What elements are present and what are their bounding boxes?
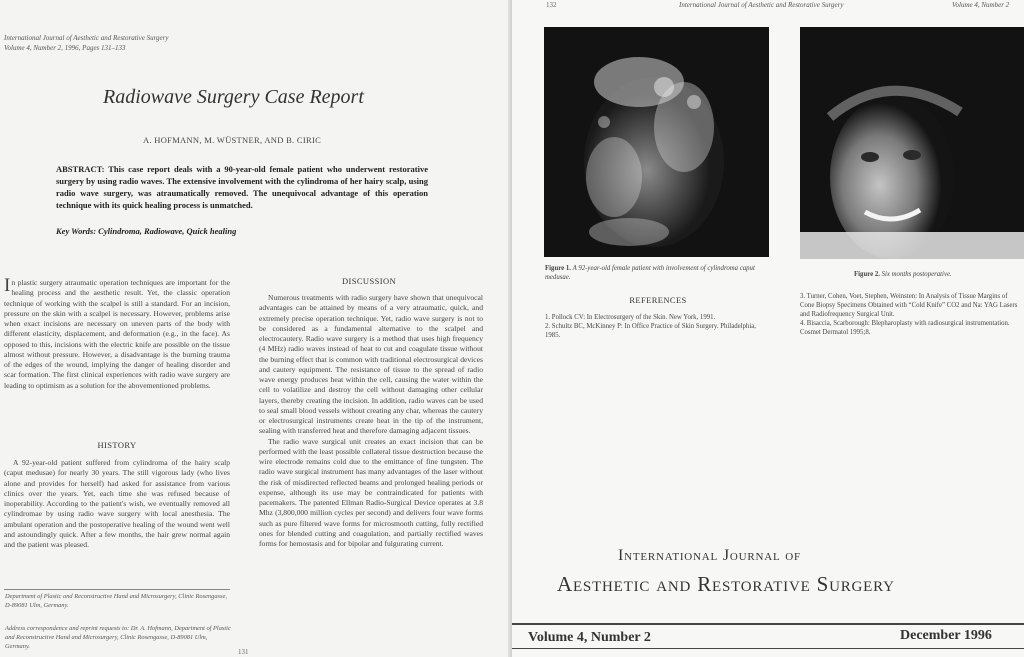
running-head: International Journal of Aesthetic and Restorative Surgery bbox=[679, 1, 844, 9]
discussion-paragraph-1: Numerous treatments with radio surgery have shown that unequivocal advantages can be attained by means of a very atraumatic, quick, and extremely precise operation technique. Yet, radio wave surgery is not to be considered as a fundamental alternative to the scalpel and electrocautery. Radio wave surgery is a method that uses high frequency (4 MHz) radio waves instead of heat to cut and coagulate tissue without the burning effect that is common with traditional electrosurgical devices and cautery equipment. The resistance of tissue to the spread of radio wave energy produces heat within the cell, causing the water within the cell to volatilize and destroy the cell without damaging other cellular layers, thereby creating the incision. In addition, radio waves can be used to seal small blood vessels without creating any char, whereas the cautery or electrosurgical instruments create heat in the tip of the instrument, sealing with transferred heat and therefore damaging adjacent tissues. bbox=[259, 293, 483, 436]
figure-1-label: Figure 1. bbox=[545, 265, 571, 272]
volume-number: Volume 4, Number 2 bbox=[528, 630, 651, 645]
figure-2-caption bbox=[854, 270, 952, 279]
journal-volume-line: Volume 4, Number 2, 1996, Pages 131–133 bbox=[4, 44, 126, 52]
banner-rule-top bbox=[512, 623, 1024, 625]
journal-name-line: International Journal of Aesthetic and Restorative Surgery bbox=[4, 34, 169, 42]
discussion-heading: DISCUSSION bbox=[341, 276, 397, 286]
running-head-volume: Volume 4, Number 2 bbox=[952, 1, 1010, 9]
right-page bbox=[512, 0, 1024, 657]
journal-banner-line-2: Aesthetic and Restorative Surgery bbox=[557, 572, 895, 596]
patient-postop-image bbox=[800, 27, 1024, 259]
references-col-2 bbox=[800, 292, 1022, 337]
figure-1-photo bbox=[544, 27, 769, 257]
journal-banner-line-1: International Journal of bbox=[618, 547, 801, 564]
journal-citation bbox=[4, 33, 234, 53]
figure-2-label: Figure 2. bbox=[854, 271, 880, 278]
abstract: ABSTRACT: This case report deals with a 90-year-old female patient who underwent restorative surgery by using radio waves. The extensive involvement with the cylindroma of her hairy scalp, using radio wave surgery, was atraumatically removed. The unequivocal advantage of this operation technique with its quick healing process is unmatched. bbox=[56, 164, 428, 210]
banner-rule-bottom bbox=[512, 648, 1024, 649]
reference-item: 4. Bisaccia, Scarborough: Blepharoplasty with radiosurgical instrumentation. Cosmet Dermatol 1995;8. bbox=[800, 320, 1010, 336]
references-heading: REFERENCES bbox=[629, 295, 687, 305]
discussion-text bbox=[259, 293, 483, 549]
references-col-1 bbox=[545, 313, 771, 340]
intro-paragraph: In plastic surgery atraumatic operation techniques are important for the healing process and the aesthetic result. Yet, the classic operation technique of working with the scalpel is still a standard. For an incision, pressure on the skin with a scalpel is necessary. However, problems arise when exact incisions are necessary on uneven parts of the body with different elasticity, displacement, and deformation (e.g., in the face). As opposed to this, incisions with the electric knife are possible on the tissue almost without pressure. However, a disadvantage is the burning trauma of the edges of the wound, implying the danger of healing disorder and scar formation. The first clinical experiences with radio wave surgery are leading to optimism as a solution for the abovementioned problems. bbox=[4, 275, 230, 390]
figure-2-photo bbox=[800, 27, 1024, 259]
history-paragraph: A 92-year-old patient suffered from cylindroma of the hairy scalp (caput medusae) for nearly 30 years. The still vigorous lady (who lives alone and provides for herself) had asked for assistance from various clinics over the years. Yet, each time she was refused because of inoperability. According to the patient's wish, we eventually removed all cylindromae by using radio wave surgery with local anesthesia. The ambulant operation and the postoperative healing of the wound went well and astoundingly quick. After a few months, the hair grew normal again and the patient was pleased. bbox=[4, 458, 230, 549]
discussion-paragraph-2: The radio wave surgical unit creates an exact incision that can be performed with the least possible collateral tissue destruction because the wire electrode remains cold due to the emittance of fine tungsten. The radio wave surgical instrument has many advantages of the laser without the risk of misdirected reflected beams and prolonged healing periods or expense, although its use may be contraindicated for patients with pacemakers. The patented Ellman Radio-Surgical Device operates at 3.8 Mhz (3,800,000 million cycles per second) and delivers four wave forms such as pure filtered wave forms for microsmooth cutting, fully rectified ones for blended cutting and coagulation, and partially rectified waves forms for hemostasis and for bipolar and fulgurating current. bbox=[259, 436, 483, 548]
footnote-correspondence: Address correspondence and reprint requests to: Dr. A. Hofmann, Department of Plastic and Reconstructive Hand and Microsurgery, Clinic Rosengasse, D-89081 Ulm, Germany. bbox=[5, 625, 231, 650]
footnote-divider bbox=[4, 589, 230, 590]
footnote-affiliation: Department of Plastic and Reconstructive Hand and Microsurgery, Clinic Rosengasse, D-89081 Ulm, Germany. bbox=[5, 593, 227, 609]
patient-preop-image bbox=[544, 27, 769, 257]
figure-2-text: Six months postoperative. bbox=[881, 271, 952, 278]
history-text bbox=[4, 458, 230, 550]
key-words: Key Words: Cylindroma, Radiowave, Quick healing bbox=[56, 226, 237, 236]
introduction-text bbox=[4, 275, 230, 391]
history-heading: HISTORY bbox=[97, 440, 137, 450]
page-number-right: 132 bbox=[546, 1, 557, 9]
reference-item: 1. Pollock CV: In Electrosurgery of the Skin. New York, 1991. bbox=[545, 314, 716, 321]
issue-date: December 1996 bbox=[900, 628, 992, 643]
figure-1-text: A 92-year-old female patient with involvement of cylindroma caput medusae. bbox=[545, 265, 755, 281]
article-authors: A. HOFMANN, M. WÜSTNER, AND B. CIRIC bbox=[143, 135, 322, 145]
reference-item: 2. Schultz BC, McKinney P: In Office Practice of Skin Surgery. Philadelphia, 1985. bbox=[545, 323, 756, 339]
figure-1-caption bbox=[545, 264, 771, 282]
page-number-left: 131 bbox=[238, 648, 249, 656]
reference-item: 3. Turner, Cohen, Voet, Stephen, Weinsten: In Analysis of Tissue Margins of Cone Biopsy Specimens Obtained with “Cold Knife” CO2 and Na: YAG Lasers and Radiofrequency Surgical Unit. bbox=[800, 293, 1018, 318]
article-title: Radiowave Surgery Case Report bbox=[103, 86, 364, 108]
